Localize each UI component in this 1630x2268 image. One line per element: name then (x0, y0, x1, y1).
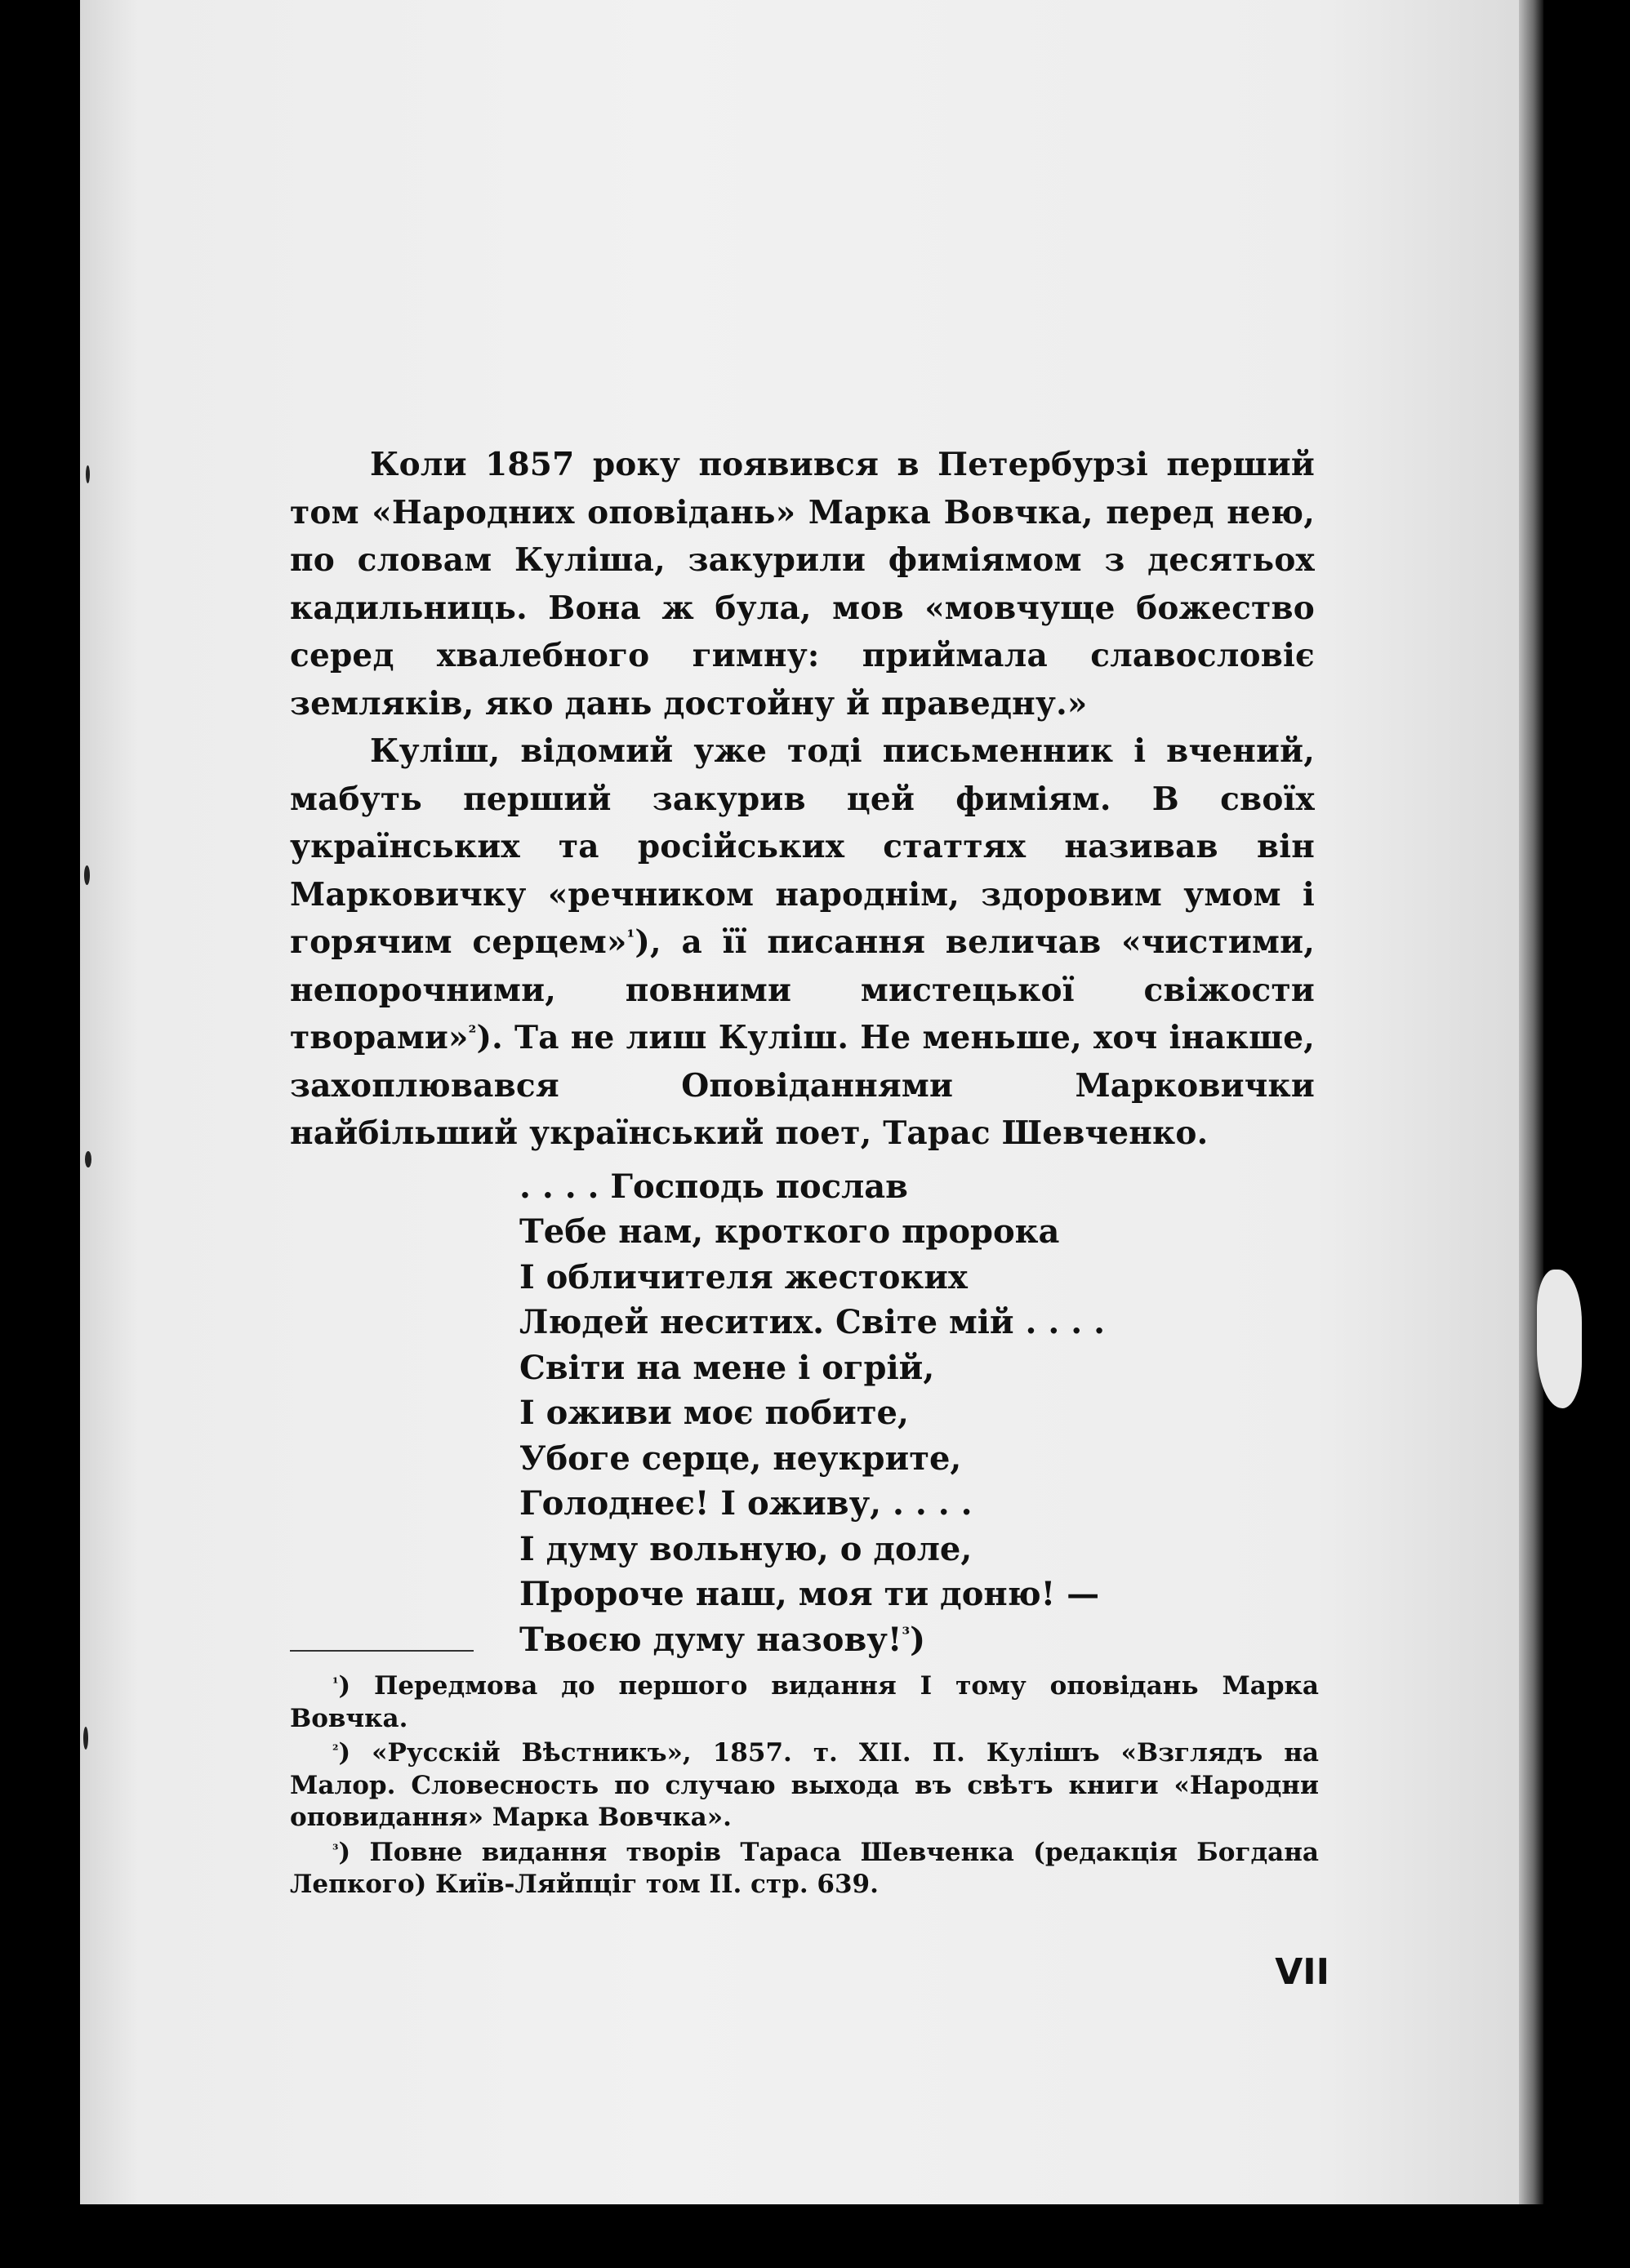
verse-line: Світи на мене і огрій, (519, 1348, 935, 1387)
verse-line: І обличителя жестоких (519, 1257, 968, 1296)
footnote-2 (290, 1737, 1319, 1834)
footnote-1 (290, 1670, 1319, 1735)
verse-line-last (519, 1617, 1315, 1663)
paper-damage (1537, 1270, 1582, 1408)
footnote-rule (290, 1650, 474, 1652)
paragraph-2 (290, 727, 1315, 1158)
margin-speck (84, 865, 90, 885)
footnote-mark: ¹ (332, 1675, 339, 1692)
verse-last-text: Твоєю думу назову! (519, 1620, 902, 1659)
footnote-3 (290, 1837, 1319, 1901)
footnote-ref-3: ³ (902, 1623, 911, 1645)
margin-speck (85, 1151, 91, 1167)
paragraph-2-part-2: ), а її писання величав «чистими, непорочними, повними мистецької свіжости творами» (290, 923, 1315, 1056)
footnotes (290, 1670, 1319, 1904)
paragraph-1: Коли 1857 року появився в Петербурзі перший том «Народних оповідань» Марка Вовчка, перед нею, по словам Куліша, закурили фиміямом з десятьох кадильниць. Вона ж була, мов «мовчуще божество серед хвалебного гимну: приймала славословіє земляків, яко дань достойну й праведну.» (290, 446, 1315, 723)
verse-quote (519, 1164, 1315, 1663)
footnote-text: ) Повне видання творів Тараса Шевченка (редакція Богдана Лепкого) Київ-Ляйпціг том II. стр. 639. (290, 1837, 1319, 1899)
footnote-text: ) Передмова до першого видання I тому оповідань Марка Вовчка. (290, 1671, 1319, 1733)
margin-speck (83, 1727, 88, 1750)
verse-line: Пророче наш, моя ти доню! — (519, 1575, 1100, 1613)
paragraph-2-part-1: Куліш, відомий уже тоді письменник і вчений, мабуть перший закурив цей фиміям. В своїх українських та російських статтях називав він Марковичку «речником народнім, здоровим умом і горячим серцем» (290, 732, 1315, 961)
verse-line: Убоге серце, неукрите, (519, 1439, 962, 1478)
verse-line: І оживи моє побите, (519, 1394, 909, 1432)
footnote-ref-2: ² (468, 1022, 477, 1043)
verse-line: Тебе нам, кроткого пророка (519, 1212, 1060, 1251)
page-number: VII (1275, 1951, 1329, 1993)
footnote-mark: ² (332, 1742, 339, 1759)
footnote-mark: ³ (332, 1841, 339, 1858)
verse-last-close: ) (910, 1620, 926, 1659)
verse-line: Людей неситих. Світе мій . . . . (519, 1303, 1105, 1341)
verse-line: І думу вольную, о доле, (519, 1529, 973, 1568)
verse-line: . . . . Господь послав (519, 1167, 908, 1206)
page-edge-shadow (1519, 0, 1543, 2204)
main-text (290, 441, 1315, 1662)
paragraph-2-part-3: ). Та не лиш Куліш. Не меньше, хоч інакше, захоплювався Оповіданнями Марковички найбільший український поет, Тарас Шевченко. (290, 1019, 1315, 1152)
footnote-text: ) «Русскій Вѣстникъ», 1857. т. XII. П. Кулішъ «Взглядъ на Малор. Словесность по случаю выхода въ свѣтъ книги «Народни оповидання» Марка Вовчка». (290, 1738, 1319, 1832)
verse-line: Голоднеє! І оживу, . . . . (519, 1484, 973, 1523)
margin-speck (86, 465, 90, 483)
footnote-ref-1: ¹ (626, 927, 635, 948)
